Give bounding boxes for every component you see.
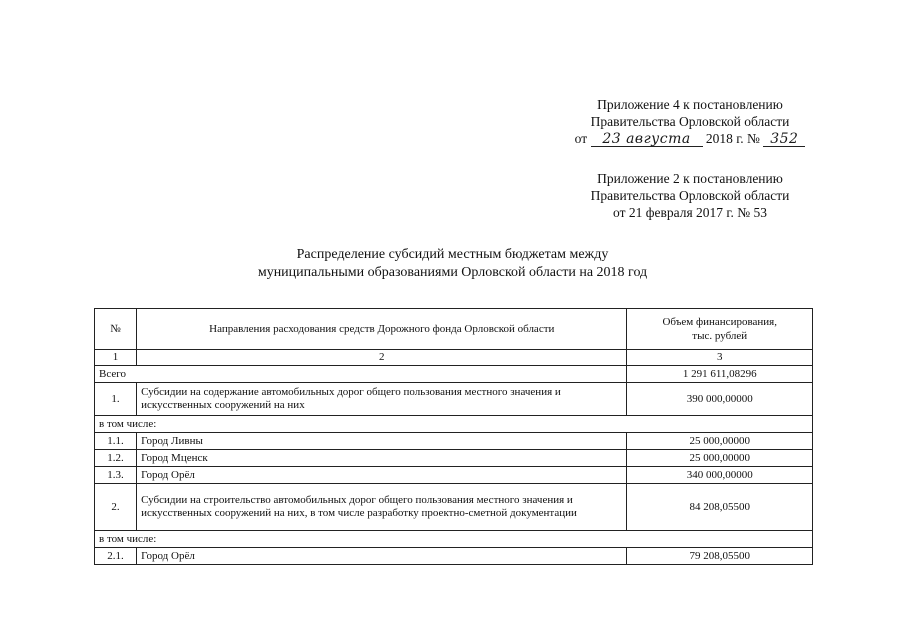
appendix-2-line2: Правительства Орловской области (590, 188, 790, 203)
from-label: от (574, 131, 588, 146)
appendix-4-header (560, 96, 820, 147)
row-desc: Субсидии на строительство автомобильных дорог общего пользования местного значения и искусственных сооружений на них, в том числе разработку проектно-сметной документации (137, 484, 627, 531)
subheading-label: в том числе: (95, 416, 813, 433)
appendix-2-header (560, 170, 820, 221)
header-amount-line2: тыс. рублей (692, 330, 748, 342)
row-amount: 84 208,05500 (627, 484, 813, 531)
header-num: № (95, 309, 137, 350)
total-label: Всего (95, 366, 627, 383)
appendix-4-line3 (560, 130, 820, 147)
subheading-row (95, 531, 813, 548)
handwritten-date: 23 августа (591, 133, 703, 147)
header-desc: Направления расходования средств Дорожного фонда Орловской области (137, 309, 627, 350)
total-row (95, 366, 813, 383)
year-label: 2018 г. № (705, 131, 760, 146)
table-row (95, 433, 813, 450)
appendix-4-line1: Приложение 4 к постановлению (597, 97, 783, 112)
row-amount: 340 000,00000 (627, 467, 813, 484)
table-row (95, 548, 813, 565)
row-num: 1.2. (95, 450, 137, 467)
column-index-1: 1 (95, 350, 137, 366)
header-amount (627, 309, 813, 350)
row-amount: 25 000,00000 (627, 433, 813, 450)
table-row (95, 484, 813, 531)
appendix-2-line3: от 21 февраля 2017 г. № 53 (613, 205, 767, 220)
header-amount-line1: Объем финансирования, (662, 316, 777, 328)
row-desc: Город Мценск (137, 450, 627, 467)
column-index-3: 3 (627, 350, 813, 366)
table-row (95, 383, 813, 416)
document-title (180, 246, 725, 282)
row-amount: 79 208,05500 (627, 548, 813, 565)
row-desc: Город Орёл (137, 467, 627, 484)
row-num: 1. (95, 383, 137, 416)
row-num: 1.1. (95, 433, 137, 450)
row-num: 2.1. (95, 548, 137, 565)
subheading-label: в том числе: (95, 531, 813, 548)
row-amount: 25 000,00000 (627, 450, 813, 467)
appendix-2-line1: Приложение 2 к постановлению (597, 171, 783, 186)
row-desc: Город Орёл (137, 548, 627, 565)
row-num: 2. (95, 484, 137, 531)
table-header-row (95, 309, 813, 350)
title-line1: Распределение субсидий местным бюджетам между (296, 247, 609, 262)
table-row (95, 450, 813, 467)
subheading-row (95, 416, 813, 433)
row-desc: Город Ливны (137, 433, 627, 450)
row-desc: Субсидии на содержание автомобильных дорог общего пользования местного значения и искусственных сооружений на них (137, 383, 627, 416)
appendix-4-line2: Правительства Орловской области (590, 114, 790, 129)
total-amount: 1 291 611,08296 (627, 366, 813, 383)
column-index-row (95, 350, 813, 366)
subsidy-table (94, 308, 813, 565)
row-amount: 390 000,00000 (627, 383, 813, 416)
column-index-2: 2 (137, 350, 627, 366)
table-row (95, 467, 813, 484)
row-num: 1.3. (95, 467, 137, 484)
title-line2: муниципальными образованиями Орловской области на 2018 год (257, 265, 648, 280)
handwritten-number: 352 (763, 133, 805, 147)
